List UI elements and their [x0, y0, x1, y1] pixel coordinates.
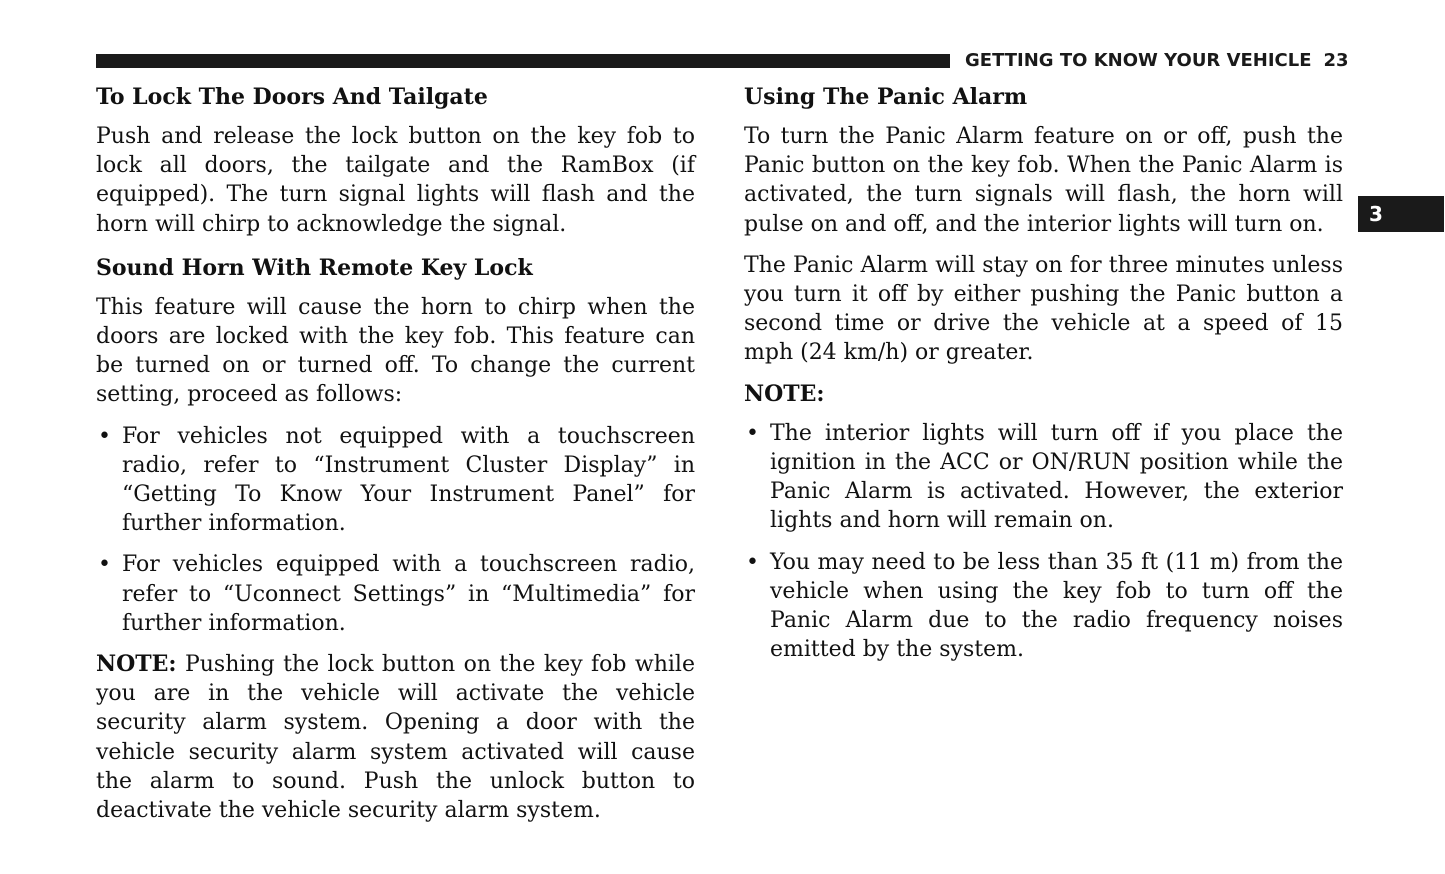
sound-horn-paragraph: This feature will cause the horn to chirp when the doors are locked with the key fob. This feature can be turned on or turned off. To change the current setting, proceed as follows:	[96, 294, 695, 408]
chapter-number: 3	[1369, 202, 1383, 226]
right-column	[744, 80, 1343, 676]
running-header	[965, 50, 1349, 72]
list-item: • For vehicles not equipped with a touchscreen radio, refer to “Instrument Cluster Display” in “Getting To Know Your Instrument Panel” for further information.	[96, 422, 695, 539]
note-label: NOTE:	[96, 651, 177, 678]
panic-note-list	[744, 419, 1343, 665]
panic-alarm-heading: Using The Panic Alarm	[744, 84, 1028, 110]
list-item: • The interior lights will turn off if you place the ignition in the ACC or ON/RUN position while the Panic Alarm is activated. However, the exterior lights and horn will remain on.	[744, 419, 1343, 536]
header-rule-bar	[96, 54, 950, 68]
note-heading: NOTE:	[744, 380, 825, 407]
security-alarm-note	[96, 650, 695, 825]
horn-settings-list	[96, 422, 695, 638]
list-item: • You may need to be less than 35 ft (11 m) from the vehicle when using the key fob to turn off the Panic Alarm due to the radio frequency noises emitted by the system.	[744, 548, 1343, 665]
list-item: • For vehicles equipped with a touchscreen radio, refer to “Uconnect Settings” in “Multimedia” for further information.	[96, 550, 695, 638]
chapter-tab	[1358, 196, 1444, 232]
panic-alarm-paragraph-2: The Panic Alarm will stay on for three minutes unless you turn it off by either pushing the Panic button a second time or drive the vehicle at a speed of 15 mph (24 km/h) or greater.	[744, 252, 1343, 366]
page-number: 23	[1323, 50, 1349, 71]
lock-doors-paragraph: Push and release the lock button on the key fob to lock all doors, the tailgate and the RamBox (if equipped). The turn signal lights will flash and the horn will chirp to acknowledge the signal.	[96, 124, 695, 237]
note-text: Pushing the lock button on the key fob while you are in the vehicle will activate the vehicle security alarm system. Opening a door with the vehicle security alarm system activated will cause the alarm to sound. Push the unlock button to deactivate the vehicle security alarm system.	[96, 652, 695, 824]
sound-horn-heading: Sound Horn With Remote Key Lock	[96, 254, 533, 281]
panic-alarm-paragraph-1: To turn the Panic Alarm feature on or off, push the Panic button on the key fob. When the Panic Alarm is activated, the turn signals will flash, the horn will pulse on and off, and the interior lights will turn on.	[744, 124, 1343, 237]
left-column	[96, 80, 695, 837]
lock-doors-heading: To Lock The Doors And Tailgate	[96, 84, 488, 110]
section-title: GETTING TO KNOW YOUR VEHICLE	[965, 50, 1312, 71]
